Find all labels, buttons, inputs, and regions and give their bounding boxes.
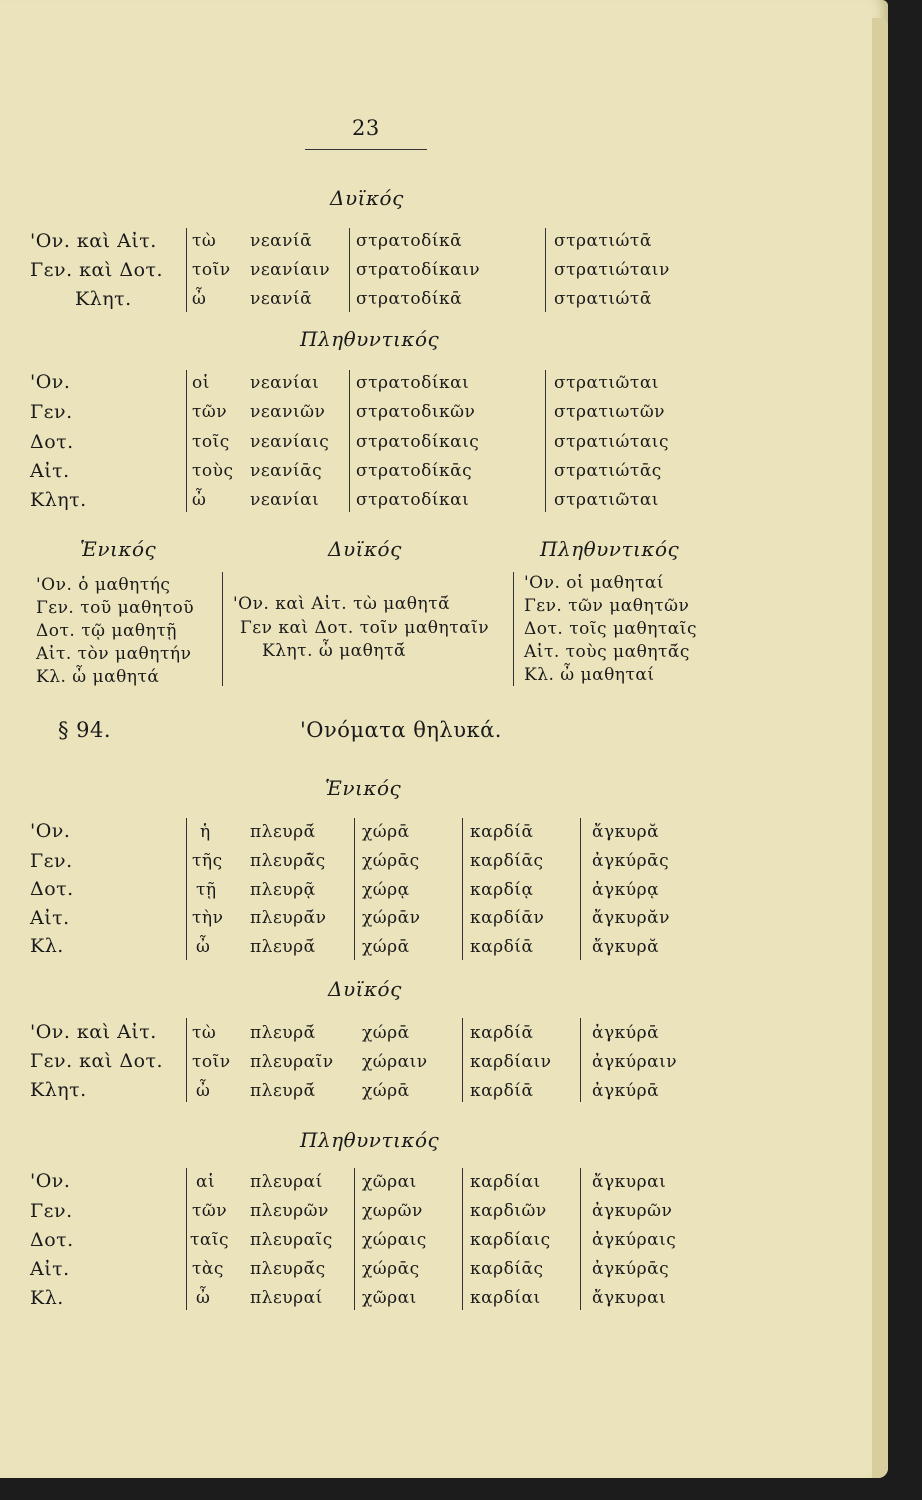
form: νεανίᾱς [250, 461, 323, 481]
column-rule [186, 1168, 187, 1310]
form: χώραις [362, 1230, 427, 1250]
form: χωρῶν [362, 1201, 423, 1221]
form: χώρᾱ [362, 822, 410, 842]
column-rule [349, 370, 350, 512]
form: ἀγκύρᾱς [592, 1259, 670, 1279]
case-label: 'Ον. [30, 820, 71, 842]
form: χώρᾱς [362, 1259, 420, 1279]
form: πλευρᾱ́ς [250, 1259, 326, 1279]
form: ἄγκυραι [592, 1172, 667, 1192]
article: ὦ [196, 937, 211, 957]
form: χώρᾱ [362, 1081, 410, 1101]
article: τῇ [196, 880, 217, 900]
article: ὦ [192, 490, 207, 510]
form: νεανίᾱ [250, 231, 313, 251]
column-rule [349, 228, 350, 312]
form: πλευρᾱ́ [250, 937, 316, 957]
form: πλευραῖς [250, 1230, 333, 1250]
column-rule [545, 370, 546, 512]
form: στρατοδίκαι [356, 490, 470, 510]
s3-heading-plural: Πληθυντικός [540, 537, 680, 561]
column-rule [186, 228, 187, 312]
case-label: Κλητ. [75, 288, 132, 310]
form-line: 'Ον. ὁ μαθητής [36, 575, 171, 595]
article: ὦ [196, 1081, 211, 1101]
form: νεανίᾱ [250, 289, 313, 309]
form: χώραιν [362, 1052, 428, 1072]
column-rule [545, 228, 546, 312]
form: στρατιώτᾱ [554, 289, 652, 309]
section-number: § 94. [58, 718, 112, 742]
case-label: Αἰτ. [30, 460, 70, 482]
form: καρδίαι [470, 1288, 541, 1308]
form: στρατοδικῶν [356, 402, 476, 422]
column-rule [186, 370, 187, 512]
column-rule [354, 1168, 355, 1310]
form: πλευραῖν [250, 1052, 334, 1072]
form-line: Κλητ. ὦ μαθητᾱ́ [262, 641, 406, 661]
column-rule [513, 572, 514, 686]
form-line: 'Ον. οἱ μαθηταί [524, 573, 665, 593]
column-rule [580, 1018, 581, 1102]
case-label: Αἰτ. [30, 1258, 70, 1280]
article: τῶν [192, 1201, 228, 1221]
page-number: 23 [352, 116, 380, 140]
case-label: Γεν. [30, 401, 73, 423]
article: αἱ [196, 1172, 216, 1192]
case-label: Γεν. καὶ Δοτ. [30, 1050, 164, 1072]
form: στρατιωτῶν [554, 402, 666, 422]
page-number-rule [305, 149, 427, 150]
article: ὦ [196, 1288, 211, 1308]
form: καρδίᾱν [470, 908, 545, 928]
s5-heading: Δυϊκός [328, 977, 402, 1001]
form: πλευραί [250, 1288, 323, 1308]
form-line: Γεν καὶ Δοτ. τοῖν μαθηταῖν [240, 618, 490, 638]
form: νεανίαιν [250, 260, 331, 280]
article: τοῖν [192, 260, 231, 280]
form: καρδίᾱς [470, 851, 544, 871]
form: ἀγκύραιν [592, 1052, 678, 1072]
article: τοῖν [192, 1052, 231, 1072]
form: πλευρᾱ̃ς [250, 851, 326, 871]
article: ὦ [192, 289, 207, 309]
form-line: Γεν. τοῦ μαθητοῦ [36, 598, 195, 618]
section-title: 'Ονόματα θηλυκά. [300, 718, 502, 742]
column-rule [354, 818, 355, 960]
form: ἄγκυρᾰν [592, 908, 670, 928]
form: χῶραι [362, 1172, 417, 1192]
form: ἀγκύρᾱ [592, 1023, 660, 1043]
s3-heading-singular: Ἑνικός [80, 537, 157, 561]
form: χώρᾱ [362, 937, 410, 957]
form: νεανίαι [250, 490, 320, 510]
case-label: Γεν. [30, 850, 73, 872]
form: στρατιώταις [554, 432, 669, 452]
case-label: Γεν. καὶ Δοτ. [30, 259, 164, 281]
form: νεανίαις [250, 432, 330, 452]
s2-heading: Πληθυντικός [300, 327, 440, 351]
form: νεανίαι [250, 373, 320, 393]
form: καρδίαις [470, 1230, 551, 1250]
form: στρατιῶται [554, 490, 659, 510]
article: τὰς [192, 1259, 224, 1279]
form: ἄγκυρᾰ [592, 822, 660, 842]
form: ἀγκύρᾱς [592, 851, 670, 871]
s3-heading-dual: Δυϊκός [328, 537, 402, 561]
article: οἱ [192, 373, 210, 393]
form: ἀγκύρᾳ [592, 880, 660, 900]
form: πλευρᾱ́ [250, 1081, 316, 1101]
form: στρατοδίκᾱ [356, 231, 463, 251]
form-line: Γεν. τῶν μαθητῶν [524, 596, 690, 616]
form-line: Δοτ. τοῖς μαθηταῖς [524, 619, 697, 639]
form: ἀγκύραις [592, 1230, 677, 1250]
form: στρατιῶται [554, 373, 659, 393]
column-rule [186, 818, 187, 960]
form: καρδίᾱ [470, 937, 534, 957]
form: στρατοδίκαις [356, 432, 480, 452]
article: τὼ [192, 231, 217, 251]
form: καρδίαιν [470, 1052, 552, 1072]
case-label: 'Ον. [30, 371, 71, 393]
form: καρδιῶν [470, 1201, 547, 1221]
form: στρατοδίκαι [356, 373, 470, 393]
page-edge [872, 18, 888, 1478]
case-label: Δοτ. [30, 1229, 74, 1251]
column-rule [580, 1168, 581, 1310]
case-label: 'Ον. καὶ Αἰτ. [30, 230, 157, 252]
case-label: Δοτ. [30, 431, 74, 453]
form: ἄγκυρᾰ [592, 937, 660, 957]
form: στρατοδίκᾱς [356, 461, 473, 481]
column-rule [462, 1168, 463, 1310]
article: τῶν [192, 402, 228, 422]
case-label: Κλ. [30, 1287, 64, 1309]
form-line: 'Ον. καὶ Αἰτ. τὼ μαθητᾱ́ [233, 594, 451, 614]
form: πλευρᾱ́ [250, 822, 316, 842]
form: χώρᾳ [362, 880, 410, 900]
article: τὼ [192, 1023, 217, 1043]
article: τοὺς [192, 461, 234, 481]
form: στρατιώταιν [554, 260, 670, 280]
column-rule [580, 818, 581, 960]
form: νεανιῶν [250, 402, 326, 422]
case-label: 'Ον. καὶ Αἰτ. [30, 1021, 157, 1043]
article: ταῖς [190, 1230, 230, 1250]
form-line: Αἰτ. τοὺς μαθητᾱ́ς [524, 642, 690, 662]
case-label: Κλητ. [30, 489, 87, 511]
case-label: Γεν. [30, 1200, 73, 1222]
column-rule [222, 572, 223, 686]
form: καρδίαι [470, 1172, 541, 1192]
form: πλευρᾱ́ [250, 1023, 316, 1043]
column-rule [186, 1018, 187, 1102]
case-label: Κλητ. [30, 1079, 87, 1101]
form: καρδίᾱ [470, 822, 534, 842]
form: χώρᾱς [362, 851, 420, 871]
form: πλευρᾷ [250, 880, 316, 900]
form: στρατοδίκᾱ [356, 289, 463, 309]
form: πλευρᾱ́ν [250, 908, 327, 928]
form: χῶραι [362, 1288, 417, 1308]
form-line: Κλ. ὦ μαθηταί [524, 665, 655, 685]
column-rule [462, 1018, 463, 1102]
s6-heading: Πληθυντικός [300, 1128, 440, 1152]
case-label: 'Ον. [30, 1170, 71, 1192]
article: τῆς [192, 851, 223, 871]
form-line: Αἰτ. τὸν μαθητήν [36, 644, 192, 664]
form: πλευρῶν [250, 1201, 329, 1221]
form-line: Κλ. ὦ μαθητά [36, 667, 160, 687]
form: καρδίᾱ [470, 1023, 534, 1043]
article: ἡ [200, 822, 211, 842]
s1-heading: Δυϊκός [330, 186, 404, 210]
form: ἀγκυρῶν [592, 1201, 673, 1221]
s4-heading: Ἑνικός [325, 776, 402, 800]
form: καρδίᾱς [470, 1259, 544, 1279]
case-label: Κλ. [30, 935, 64, 957]
form: ἄγκυραι [592, 1288, 667, 1308]
form: στρατιώτᾱ [554, 231, 652, 251]
form: καρδίᾱ [470, 1081, 534, 1101]
case-label: Αἰτ. [30, 907, 70, 929]
form: πλευραί [250, 1172, 323, 1192]
form: χώρᾱ [362, 1023, 410, 1043]
article: τοῖς [192, 432, 230, 452]
case-label: Δοτ. [30, 878, 74, 900]
form: χώρᾱν [362, 908, 421, 928]
form: καρδίᾳ [470, 880, 534, 900]
form: ἀγκύρᾱ [592, 1081, 660, 1101]
article: τὴν [192, 908, 224, 928]
column-rule [462, 818, 463, 960]
form-line: Δοτ. τῷ μαθητῇ [36, 621, 177, 641]
form: στρατοδίκαιν [356, 260, 481, 280]
form: στρατιώτᾱς [554, 461, 662, 481]
